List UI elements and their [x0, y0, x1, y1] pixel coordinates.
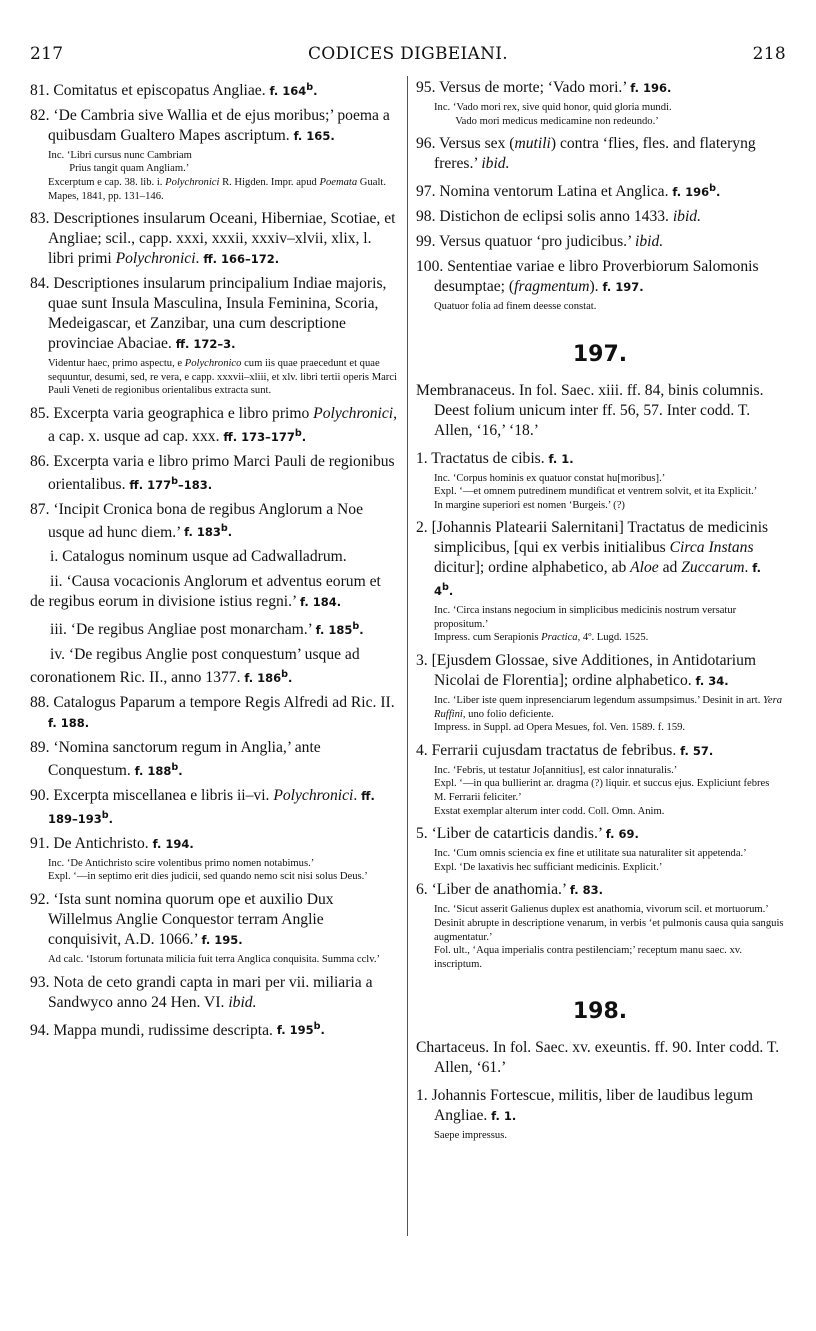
catalogue-entry: 96. Versus sex (mutili) contra ‘flies, fles. and flateryng freres.’ ibid.	[416, 135, 756, 173]
catalogue-entry: 85. Excerpta varia geographica e libro primo Polychronici, a cap. x. usque ad cap. xxx. ff. 173–177$^b$.	[30, 404, 398, 445]
page-number-right: 218	[752, 44, 786, 64]
catalogue-entry: 82. ‘De Cambria sive Wallia et de ejus moribus;’ poema a quibusdam Gualtero Mapes ascriptum. f. 165.	[30, 106, 390, 144]
catalogue-entry: 84. Descriptiones insularum principalium Indiae majoris, quae sunt Insula Masculina, Insula Feminina, Scoria, Medeigascar, et Zanzibar, una cum descriptione provinciae Abaciae. ff. 172–3.	[30, 275, 387, 353]
entry-note: Inc. ‘Corpus hominis ex quatuor constat hu[moribus].’ Expl. ‘—et omnem putredinem mundificat et ventrem solvit, et ita Explicit.’ In margine superiori est nomen ‘Burgeis.’ (?)	[434, 472, 758, 511]
catalogue-entry: 81. Comitatus et episcopatus Angliae. f. 164$^b$.	[30, 81, 318, 99]
entry-note: Videntur haec, primo aspectu, e Polychronico cum iis quae praecedunt et quae sequuntur, desumi, sed, re vera, e capp. xxxvii–xliii, et xlv. libri tertii operis Marci Pauli Veneti de regionibus orientalibus extracta sunt.	[48, 358, 397, 397]
entry-note: Inc. ‘Libri cursus nunc Cambriam Prius tangit quam Angliam.’ Excerptum e cap. 38. lib. i. Polychronici R. Higden. Impr. apud Poemata Gualt. Mapes, 1841, pp. 131–146.	[48, 149, 386, 202]
running-header	[30, 44, 786, 70]
catalogue-entry: 99. Versus quatuor ‘pro judicibus.’ ibid.	[416, 233, 664, 251]
catalogue-entry: 87. ‘Incipit Cronica bona de regibus Anglorum a Noe usque ad hunc diem.’ f. 183$^b$.	[30, 500, 364, 541]
catalogue-entry: 98. Distichon de eclipsi solis anno 1433. ibid.	[416, 208, 702, 226]
catalogue-entry: 90. Excerpta miscellanea e libris ii–vi. Polychronici. ff. 189–193$^b$.	[30, 786, 375, 826]
entry-note: Ad calc. ‘Istorum fortunata milicia fuit terra Anglica conquisita. Summa cclv.’	[48, 953, 381, 965]
catalogue-entry: 95. Versus de morte; ‘Vado mori.’ f. 196.	[416, 79, 672, 96]
catalogue-entry: 2. [Johannis Platearii Salernitani] Tractatus de medicinis simplicibus, [qui ex verbis initialibus Circa Instans dicitur]; ordine alphabetico, ab Aloe ad Zuccarum. f. 4$^b$.	[416, 519, 769, 599]
catalogue-entry: 100. Sententiae variae e libro Proverbiorum Salomonis desumptae; (fragmentum). f. 197.	[416, 258, 759, 296]
running-title: CODICES DIGBEIANI.	[308, 44, 508, 64]
codex-number: 198.	[572, 999, 628, 1025]
sub-entry: i. Catalogus nominum usque ad Cadwalladrum.	[50, 548, 347, 566]
entry-note: Inc. ‘Sicut asserit Galienus duplex est anathomia, vivorum scil. et mortuorum.’ Desinit abrupte in descriptione venarum, in verbis ‘et pulmonis causa quia sanguis augmentatur.’ Fol. ult., ‘Aqua imperialis contra pestilenciam;’ receptum manu saec. xv. inscriptum.	[434, 904, 784, 970]
entry-note: Inc. ‘Cum omnis sciencia ex fine et utilitate sua naturaliter sit appetenda.’ Expl. ‘De laxativis hec sufficiant medicinis. Explicit.’	[434, 848, 747, 873]
entry-note: Quatuor folia ad finem deesse constat.	[434, 301, 597, 313]
entry-note: Inc. ‘Liber iste quem inpresenciarum legendum assumpsimus.’ Desinit in art. Yera Ruffini, uno folio deficiente. Impress. in Suppl. ad Opera Mesues, fol. Ven. 1589. f. 159.	[434, 695, 783, 734]
right-column	[416, 78, 784, 1149]
codex-description: Membranaceus. In fol. Saec. xiii. ff. 84, binis columnis. Deest folium unicum inter ff. 56, 57. Inter codd. T. Allen, ‘16,’ ‘18.’	[416, 381, 764, 439]
codex-number: 197.	[572, 341, 628, 367]
catalogue-entry: 86. Excerpta varia e libro primo Marci Pauli de regionibus orientalibus. ff. 177$^b$–183.	[30, 452, 395, 493]
codex-description: Chartaceus. In fol. Saec. xv. exeuntis. ff. 90. Inter codd. T. Allen, ‘61.’	[416, 1039, 780, 1077]
catalogue-entry: 83. Descriptiones insularum Oceani, Hiberniae, Scotiae, et Angliae; scil., capp. xxxi, xxxii, xxxiv–xlvii, xlix, l. libri primi Polychronici. ff. 166–172.	[30, 210, 396, 268]
catalogue-entry: 6. ‘Liber de anathomia.’ f. 83.	[416, 881, 603, 899]
entry-note: Inc. ‘Vado mori rex, sive quid honor, quid gloria mundi. Vado mori medicus medicamine non redeundo.’	[434, 102, 672, 127]
catalogue-entry: 93. Nota de ceto grandi capta in mari per vii. miliaria a Sandwyco anno 24 Hen. VI. ibid.	[30, 973, 373, 1011]
catalogue-entry: 4. Ferrarii cujusdam tractatus de febribus. f. 57.	[416, 741, 714, 759]
catalogue-entry: 88. Catalogus Paparum a tempore Regis Alfredi ad Ric. II. f. 188.	[30, 694, 395, 731]
sub-entry: iii. ‘De regibus Angliae post monarcham.’ f. 185$^b$.	[50, 621, 364, 639]
sub-entry: iv. ‘De regibus Anglie post conquestum’ usque ad coronationem Ric. II., anno 1377. f. 186$^b$.	[30, 646, 360, 687]
entry-note: Inc. ‘De Antichristo scire volentibus primo nomen notabimus.’ Expl. ‘—in septimo erit dies judicii, sed quando nemo scit nisi solus Deus.’	[48, 857, 368, 883]
catalogue-entry: 97. Nomina ventorum Latina et Anglica. f. 196$^b$.	[416, 183, 721, 201]
catalogue-entry: 1. Johannis Fortescue, militis, liber de laudibus legum Angliae. f. 1.	[416, 1087, 753, 1125]
catalogue-entry: 91. De Antichristo. f. 194.	[30, 834, 194, 852]
sub-entry: ii. ‘Causa vocacionis Anglorum et adventus eorum et de regibus eorum in divisione istius regni.’ f. 184.	[30, 573, 381, 611]
catalogue-entry: 94. Mappa mundi, rudissime descripta. f. 195$^b$.	[30, 1021, 325, 1039]
catalogue-entry: 3. [Ejusdem Glossae, sive Additiones, in Antidotarium Nicolai de Florentia]; ordine alphabetico. f. 34.	[416, 652, 757, 689]
catalogue-entry: 92. ‘Ista sunt nomina quorum ope et auxilio Dux Willelmus Anglie Conquestor terram Anglie conquisivit, A.D. 1066.’ f. 195.	[30, 890, 334, 948]
left-column	[30, 78, 398, 1045]
entry-note: Inc. ‘Circa instans negocium in simplicibus medicinis nostrum versatur propositum.’ Impress. cum Serapionis Practica, 4º. Lugd. 1525.	[434, 605, 737, 644]
entry-note: Saepe impressus.	[434, 1130, 507, 1142]
catalogue-entry: 89. ‘Nomina sanctorum regum in Anglia,’ ante Conquestum. f. 188$^b$.	[30, 739, 321, 779]
catalogue-entry: 1. Tractatus de cibis. f. 1.	[416, 449, 574, 467]
column-divider	[407, 76, 408, 1236]
catalogue-entry: 5. ‘Liber de catarticis dandis.’ f. 69.	[416, 825, 639, 843]
entry-note: Inc. ‘Febris, ut testatur Jo[annitius], est calor innaturalis.’ Expl. ‘—in qua bullierint ar. dragma (?) liquir. et succus ejus. Expliciunt febres M. Ferrarii feliciter.’ Exstat exemplar alterum inter codd. Coll. Omn. Anim.	[434, 764, 770, 817]
page-number-left: 217	[30, 44, 64, 64]
